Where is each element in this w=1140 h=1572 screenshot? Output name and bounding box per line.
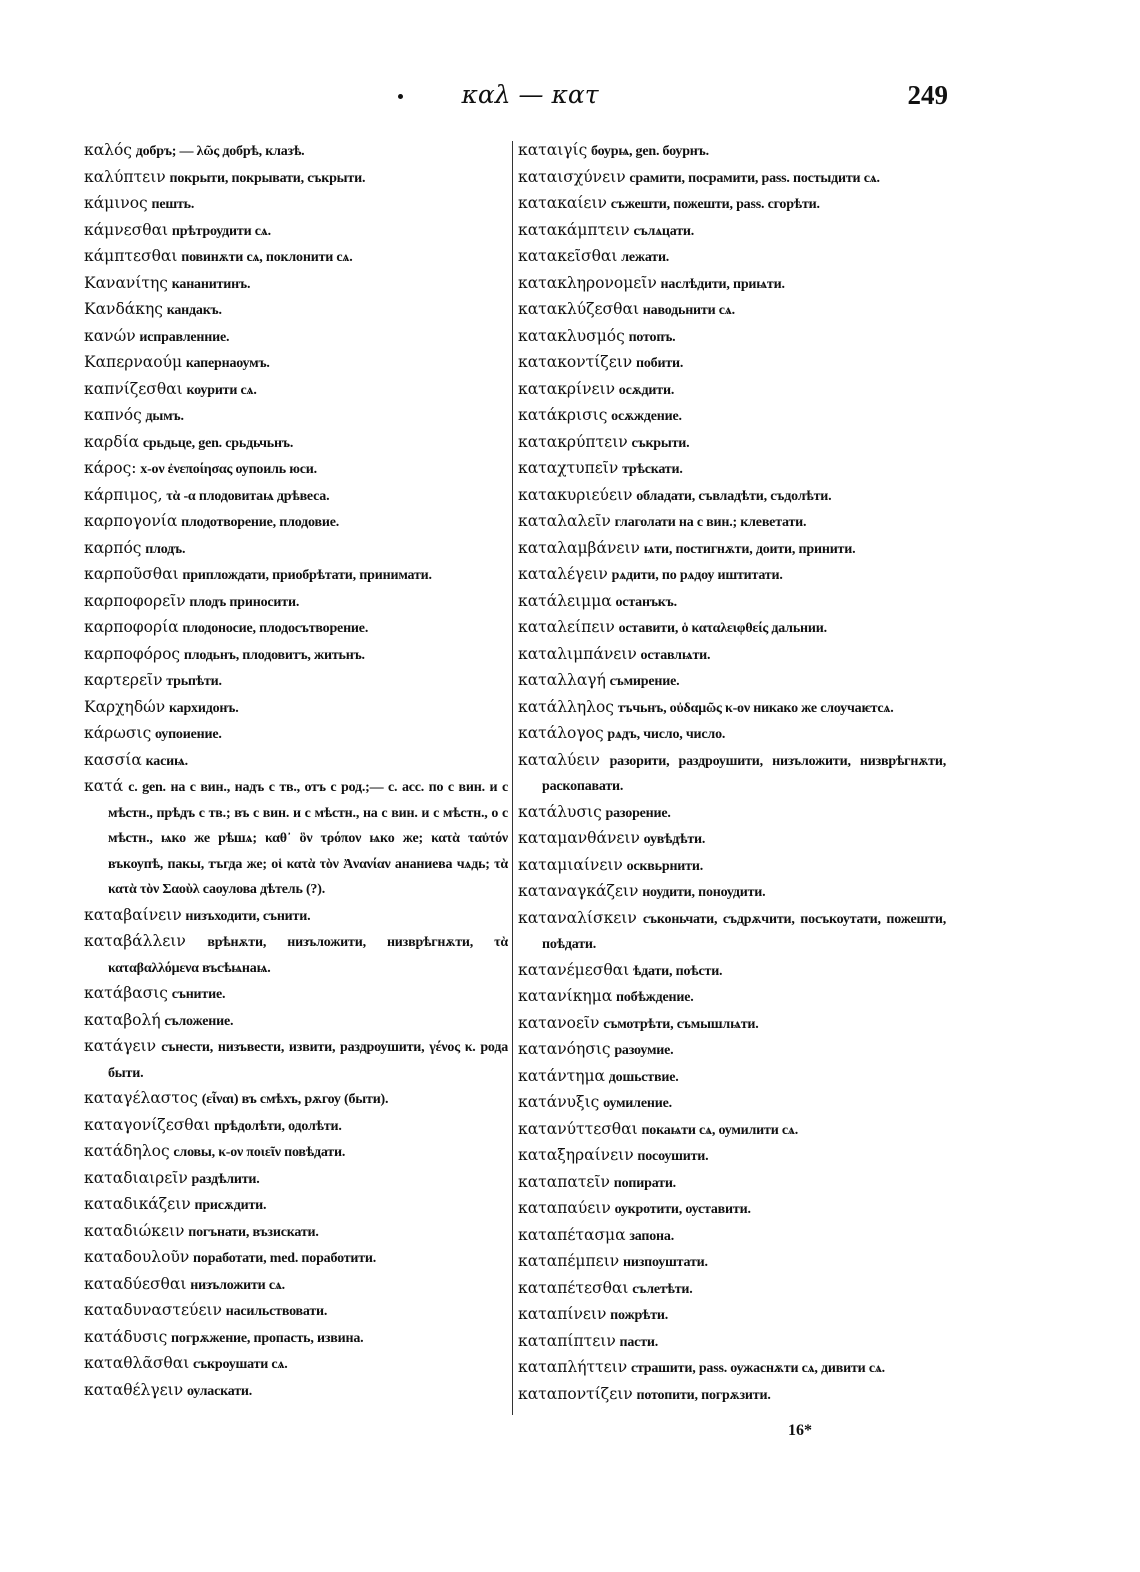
entry-gloss: кандакъ.: [166, 303, 222, 318]
entry-gloss: трьпѣти.: [166, 674, 222, 689]
dictionary-entry: [84, 244, 508, 271]
dictionary-entry: [84, 748, 508, 775]
entry-gloss: плодъ.: [145, 541, 186, 557]
entry-gloss: ѣдати, поѣсти.: [632, 963, 723, 979]
entry-headword: καταναγκάζειν: [518, 882, 639, 900]
entry-headword: καταδύεσθαι: [84, 1274, 187, 1293]
dictionary-entry: [518, 1064, 946, 1091]
dictionary-entry: [84, 668, 508, 695]
entry-gloss: останъкъ.: [615, 594, 677, 610]
entry-gloss: сълетѣти.: [632, 1281, 693, 1297]
entry-gloss: дымъ.: [145, 409, 184, 424]
dictionary-entry: [84, 1351, 508, 1378]
dictionary-entry: [84, 509, 508, 536]
entry-headword: καταπαύειν: [518, 1199, 611, 1217]
entry-gloss: осѫждение.: [611, 409, 682, 424]
entry-gloss: посоушити.: [637, 1149, 709, 1164]
entry-headword: κάμινος: [84, 194, 148, 212]
entry-headword: κατά: [84, 777, 124, 795]
entry-headword: κατάδηλος: [84, 1142, 170, 1160]
dictionary-entry: [84, 981, 508, 1008]
entry-gloss: рѧдъ, число, число.: [607, 727, 726, 742]
dictionary-entry: [84, 1139, 508, 1166]
entry-gloss: оставити, ὁ καταλειφθείς дальнии.: [618, 621, 827, 636]
entry-headword: Καπερναούμ: [84, 353, 183, 371]
entry-gloss: наслѣдити, приѩти.: [660, 276, 785, 292]
entry-gloss: пожрѣти.: [610, 1308, 669, 1323]
entry-gloss: ноудити, поноудити.: [642, 885, 766, 900]
dictionary-entry: [518, 1037, 946, 1064]
entry-headword: καταλιμπάνειν: [518, 644, 637, 663]
entry-gloss: побѣждение.: [615, 990, 694, 1005]
dictionary-entry: [518, 1276, 946, 1303]
dictionary-entry: [518, 1170, 946, 1197]
entry-headword: κατακρίνειν: [518, 379, 616, 398]
entry-headword: κατακεῖσθαι: [518, 247, 618, 265]
dictionary-entry: [84, 191, 508, 218]
entry-headword: καταβάλλειν: [84, 932, 186, 950]
entry-gloss: пасти.: [619, 1334, 659, 1350]
dictionary-entry: [84, 165, 508, 192]
entry-headword: καταξηραίνειν: [518, 1146, 634, 1164]
entry-headword: κατάλογος: [518, 724, 604, 742]
dictionary-entry: [518, 879, 946, 906]
dictionary-entry: [518, 853, 946, 880]
entry-headword: καταποντίζειν: [518, 1384, 633, 1403]
entry-headword: καταλλαγή: [518, 671, 606, 689]
dictionary-entry: [84, 1008, 508, 1035]
entry-headword: καρποφόρος: [84, 644, 181, 663]
dictionary-entry: [84, 903, 508, 930]
dictionary-entry: [518, 403, 946, 430]
entry-gloss: тъчьнъ, οὐδαμῶς κ-ον никако же слоучаѥтсѧ.: [617, 700, 894, 716]
entry-gloss: добръ; — λῶς добрѣ, клазѣ.: [135, 144, 305, 159]
entry-gloss: раздѣлити.: [191, 1171, 260, 1187]
entry-gloss: коурити сѧ.: [186, 382, 257, 398]
entry-gloss: приплождати, приобрѣтати, принимати.: [182, 568, 432, 583]
entry-gloss: съкроушати сѧ.: [193, 1357, 288, 1372]
entry-headword: καλός: [84, 141, 132, 159]
entry-headword: καταπατεῖν: [518, 1172, 610, 1191]
entry-headword: καρπός: [84, 538, 142, 557]
entry-gloss: прѣдолѣти, одолѣти.: [213, 1118, 342, 1134]
dictionary-entry: [518, 748, 946, 800]
entry-headword: Κανδάκης: [84, 300, 163, 318]
dictionary-entry: [518, 297, 946, 324]
dictionary-entry: [84, 403, 508, 430]
entry-gloss: (εἶναι) въ смѣхъ, рѫгоу (быти).: [201, 1092, 389, 1107]
entry-headword: καταπέτασμα: [518, 1225, 626, 1244]
entry-headword: κάμνεσθαι: [84, 220, 169, 239]
dictionary-entry: [518, 191, 946, 218]
entry-gloss: оупоиение.: [155, 727, 222, 742]
entry-headword: κατάλυσις: [518, 802, 602, 821]
dictionary-entry: [518, 1382, 946, 1409]
entry-headword: καρδία: [84, 432, 140, 451]
entry-gloss: трѣскати.: [622, 462, 683, 477]
dictionary-entry: [84, 695, 508, 722]
dictionary-entry: [84, 271, 508, 298]
entry-gloss: лежати.: [621, 250, 670, 265]
entry-headword: κασσία: [84, 750, 142, 769]
entry-gloss: съмотрѣти, съмышлѩти.: [603, 1016, 759, 1032]
entry-headword: καταλαμβάνειν: [518, 538, 640, 557]
dictionary-entry: [518, 1011, 946, 1038]
entry-headword: καταιγίς: [518, 141, 588, 159]
entry-headword: καταπλήττειν: [518, 1358, 628, 1376]
entry-gloss: врѣнѫти, низъложити, низврѣгнѫти, τὰ καταβαλλόμενα въсѣѩнаѩ.: [108, 935, 509, 976]
dictionary-entry: [518, 1196, 946, 1223]
dictionary-entry: [518, 984, 946, 1011]
entry-headword: κατάντημα: [518, 1066, 606, 1085]
entry-gloss: кананитинъ.: [171, 276, 251, 292]
entry-gloss: кархидонъ.: [168, 700, 239, 716]
entry-headword: κατακλυσμός: [518, 326, 625, 345]
dictionary-entry: [518, 1117, 946, 1144]
entry-headword: καταθλᾶσθαι: [84, 1354, 190, 1372]
running-head: [0, 80, 1140, 120]
entry-gloss: съконьчати, съдрѫчити, посъкоутати, пожешти, поѣдати.: [542, 911, 946, 952]
entry-gloss: поработати, med. поработити.: [193, 1251, 377, 1266]
entry-gloss: срьдьце, gen. срьдьчьнъ.: [142, 435, 294, 451]
dictionary-entry: [518, 324, 946, 351]
dictionary-entry: [518, 642, 946, 669]
entry-gloss: попирати.: [613, 1175, 676, 1191]
left-column: [84, 138, 508, 1404]
dictionary-entry: [518, 1249, 946, 1276]
entry-gloss: оувѣдѣти.: [643, 832, 706, 847]
entry-gloss: сълѧцати.: [633, 223, 695, 239]
dictionary-entry: [518, 958, 946, 985]
entry-headword: καταθέλγειν: [84, 1380, 184, 1399]
entry-headword: καταναλίσκειν: [518, 908, 637, 927]
dictionary-entry: [84, 324, 508, 351]
entry-headword: καταπίπτειν: [518, 1331, 616, 1350]
entry-gloss: исправленние.: [139, 329, 230, 345]
entry-gloss: сънитие.: [171, 987, 226, 1002]
dictionary-entry: [84, 483, 508, 510]
entry-headword: καρτερεῖν: [84, 671, 163, 689]
entry-gloss: низпоуштати.: [622, 1255, 708, 1270]
entry-headword: καταβολή: [84, 1010, 161, 1029]
entry-headword: καπνός: [84, 406, 142, 424]
entry-gloss: покаѩти сѧ, оумилити сѧ.: [641, 1122, 799, 1138]
entry-headword: καλύπτειν: [84, 167, 166, 186]
entry-headword: κατακοντίζειν: [518, 353, 633, 371]
entry-headword: καταγονίζεσθαι: [84, 1115, 211, 1134]
entry-gloss: осѫдити.: [618, 382, 675, 398]
dictionary-entry: [84, 456, 508, 483]
entry-headword: καταπέμπειν: [518, 1252, 620, 1270]
entry-headword: καταδικάζειν: [84, 1195, 191, 1213]
dictionary-entry: [518, 509, 946, 536]
entry-gloss: ѩти, постигнѫти, доити, принити.: [643, 541, 856, 557]
entry-gloss: разорити, раздроушити, низъложити, низврѣгнѫти, раскопавати.: [542, 753, 946, 794]
dictionary-entry: [518, 483, 946, 510]
column-divider: [512, 141, 513, 1415]
dictionary-entry: [84, 1113, 508, 1140]
entry-gloss: пешть.: [151, 197, 195, 212]
entry-headword: καταισχύνειν: [518, 167, 626, 186]
entry-headword: Καρχηδών: [84, 697, 166, 716]
dictionary-entry: [518, 1090, 946, 1117]
entry-gloss: рѧдити, по рѧдоу иштитати.: [611, 568, 783, 583]
dictionary-entry: [518, 668, 946, 695]
dictionary-entry: [518, 430, 946, 457]
dictionary-entry: [518, 1355, 946, 1382]
entry-headword: Κανανίτης: [84, 273, 168, 292]
dictionary-entry: [518, 826, 946, 853]
entry-headword: καρποφορία: [84, 618, 179, 636]
entry-headword: καταγέλαστος: [84, 1089, 198, 1107]
entry-headword: καπνίζεσθαι: [84, 379, 183, 398]
entry-gloss: погънати, възискати.: [188, 1224, 319, 1240]
entry-headword: κατάδυσις: [84, 1327, 168, 1346]
entry-gloss: побити.: [635, 356, 684, 371]
dictionary-entry: [518, 562, 946, 589]
running-head-title: καλ — κατ: [461, 80, 599, 109]
entry-gloss: прѣтроудити сѧ.: [171, 223, 271, 239]
entry-headword: κατάβασις: [84, 984, 168, 1002]
entry-gloss: оукротити, оуставити.: [614, 1202, 751, 1217]
entry-headword: καταδιαιρεῖν: [84, 1168, 188, 1187]
entry-headword: κατακυριεύειν: [518, 485, 633, 504]
entry-gloss: погрѫжение, пропасть, извина.: [171, 1330, 364, 1346]
entry-headword: καταμιαίνειν: [518, 855, 623, 874]
entry-gloss: касиѩ.: [145, 753, 188, 769]
dictionary-entry: [84, 1086, 508, 1113]
entry-headword: κατανίκημα: [518, 987, 613, 1005]
dictionary-entry: [84, 1378, 508, 1405]
entry-gloss: разорение.: [605, 805, 671, 821]
dictionary-entry: [84, 1272, 508, 1299]
dictionary-entry: [84, 430, 508, 457]
entry-gloss: повинѫти сѧ, поклонити сѧ.: [181, 250, 353, 265]
entry-headword: κατακρύπτειν: [518, 432, 628, 451]
dictionary-entry: [84, 1298, 508, 1325]
dictionary-entry: [518, 138, 946, 165]
dictionary-entry: [518, 695, 946, 722]
page-number: 249: [907, 80, 948, 110]
entry-gloss: съмирение.: [609, 674, 680, 689]
dictionary-entry: [518, 906, 946, 958]
entry-gloss: съжешти, пожешти, pass. сгорѣти.: [610, 197, 820, 212]
entry-headword: κανών: [84, 326, 136, 345]
entry-headword: κατάκρισις: [518, 406, 608, 424]
entry-gloss: оумиление.: [603, 1096, 672, 1111]
dictionary-entry: [84, 562, 508, 589]
entry-headword: καρπογονία: [84, 512, 178, 530]
entry-gloss: х-ον ἐνεποίησας оупоиль юси.: [140, 462, 317, 477]
entry-gloss: c. gen. на с вин., надъ с тв., отъ с род.;— с. acc. по с вин. и с мѣстн., прѣдъ с тв.; въ с вин. и с мѣстн., на с вин. и с мѣстн., о с мѣстн., ѩко же рѣшѧ; καθ᾽ ὃν τρόπον ѩко же; κατὰ ταὐτόν въкоупѣ, пакы, тъгда же; οἱ κατὰ τὸν Ἀνανίαν ананиева чѧдь; τὰ κατὰ τὸν Σαοὺλ саоулова дѣтель (?).: [108, 780, 508, 897]
dictionary-entry: [84, 721, 508, 748]
dictionary-entry: [84, 297, 508, 324]
entry-headword: κατανόησις: [518, 1040, 611, 1058]
entry-gloss: τὰ -α плодовитаѩ дрѣвеса.: [166, 488, 330, 504]
dictionary-entry: [84, 1219, 508, 1246]
dictionary-entry: [518, 1143, 946, 1170]
entry-gloss: сънести, низъвести, извити, раздроушити, γένος κ. рода быти.: [108, 1040, 509, 1081]
dictionary-entry: [518, 615, 946, 642]
dictionary-entry: [84, 1034, 508, 1086]
dictionary-entry: [84, 350, 508, 377]
entry-gloss: низъходити, сънити.: [185, 908, 311, 924]
entry-headword: καταλαλεῖν: [518, 512, 611, 530]
dictionary-entry: [518, 165, 946, 192]
entry-headword: κατακάμπτειν: [518, 220, 630, 239]
entry-gloss: оставлѩти.: [640, 647, 711, 663]
dictionary-entry: [518, 1302, 946, 1329]
right-column: [518, 138, 946, 1408]
dictionary-entry: [518, 218, 946, 245]
entry-headword: κατάγειν: [84, 1037, 156, 1055]
dictionary-entry: [84, 929, 508, 981]
dictionary-entry: [518, 536, 946, 563]
entry-gloss: осквьрнити.: [626, 858, 704, 874]
dictionary-entry: [518, 271, 946, 298]
entry-headword: κατανέμεσθαι: [518, 960, 630, 979]
entry-headword: κατανύττεσθαι: [518, 1119, 638, 1138]
dictionary-entry: [84, 589, 508, 616]
dictionary-entry: [518, 589, 946, 616]
entry-headword: κατάλληλος: [518, 697, 614, 716]
dictionary-entry: [518, 456, 946, 483]
entry-gloss: запона.: [629, 1228, 675, 1244]
dictionary-entry: [84, 1192, 508, 1219]
entry-gloss: плодотворение, плодовие.: [181, 515, 340, 530]
entry-gloss: глаголати на с вин.; клеветати.: [614, 515, 807, 530]
dictionary-entry: [84, 1325, 508, 1352]
dictionary-entry: [518, 721, 946, 748]
entry-headword: καταβαίνειν: [84, 905, 182, 924]
entry-headword: κατακληρονομεῖν: [518, 273, 657, 292]
entry-headword: κάρωσις: [84, 724, 152, 742]
entry-headword: καταπέτεσθαι: [518, 1278, 629, 1297]
entry-gloss: капернаоумъ.: [185, 356, 270, 371]
entry-gloss: насильствовати.: [225, 1304, 328, 1319]
entry-headword: κατακλύζεσθαι: [518, 300, 640, 318]
entry-headword: καταχτυπεῖν: [518, 459, 619, 477]
entry-gloss: страшити, pass. оужаснѫти сѧ, дивити сѧ.: [630, 1361, 885, 1376]
entry-headword: κατάνυξις: [518, 1093, 600, 1111]
dictionary-entry: [518, 1223, 946, 1250]
entry-headword: καταλύειν: [518, 750, 600, 769]
dictionary-entry: [518, 350, 946, 377]
entry-headword: καταλέγειν: [518, 565, 608, 583]
entry-headword: καταλείπειν: [518, 618, 615, 636]
entry-gloss: плодъ приносити.: [189, 594, 300, 610]
dictionary-entry: [84, 377, 508, 404]
entry-headword: κάρπιμος,: [84, 485, 163, 504]
dictionary-entry: [518, 244, 946, 271]
entry-gloss: разоумие.: [614, 1043, 674, 1058]
entry-headword: καταδουλοῦν: [84, 1248, 190, 1266]
entry-gloss: покрыти, покрывати, съкрыти.: [169, 170, 366, 186]
dictionary-entry: [84, 642, 508, 669]
entry-gloss: наводьнити сѧ.: [642, 303, 735, 318]
entry-headword: κάμπτεσθαι: [84, 247, 178, 265]
dictionary-entry: [84, 536, 508, 563]
entry-gloss: низъложити сѧ.: [190, 1277, 285, 1293]
entry-headword: καταπίνειν: [518, 1305, 607, 1323]
entry-gloss: плодоносие, плодосътворение.: [182, 621, 369, 636]
entry-headword: καταδιώκειν: [84, 1221, 185, 1240]
entry-headword: καρποφορεῖν: [84, 591, 186, 610]
entry-headword: καταδυναστεύειν: [84, 1301, 222, 1319]
entry-headword: κάρος:: [84, 459, 137, 477]
printer-signature: 16*: [788, 1422, 812, 1439]
dictionary-entry: [84, 218, 508, 245]
entry-gloss: плодьнъ, плодовитъ, житьнъ.: [183, 647, 365, 663]
entry-gloss: дошьствие.: [608, 1069, 679, 1085]
entry-headword: κατάλειμμα: [518, 591, 612, 610]
entry-headword: κατανοεῖν: [518, 1013, 600, 1032]
dictionary-entry: [84, 138, 508, 165]
entry-gloss: съкрыти.: [631, 435, 690, 451]
ornament-dot: [398, 94, 403, 99]
entry-headword: κατακαίειν: [518, 194, 607, 212]
entry-headword: καταμανθάνειν: [518, 829, 640, 847]
entry-gloss: потопъ.: [628, 329, 676, 345]
entry-gloss: присѫдити.: [194, 1198, 267, 1213]
entry-gloss: боурѩ, gen. боурнъ.: [591, 144, 709, 159]
entry-gloss: оуласкати.: [186, 1383, 253, 1399]
entry-gloss: обладати, съвладѣти, съдолѣти.: [636, 488, 832, 504]
dictionary-entry: [84, 615, 508, 642]
entry-gloss: срамити, посрамити, pass. постыдити сѧ.: [629, 170, 880, 186]
dictionary-entry: [518, 1329, 946, 1356]
entry-gloss: потопити, погрѫзити.: [636, 1387, 771, 1403]
dictionary-entry: [84, 1245, 508, 1272]
dictionary-entry: [518, 377, 946, 404]
entry-headword: καρποῦσθαι: [84, 565, 179, 583]
dictionary-entry: [84, 1166, 508, 1193]
entry-gloss: словы, κ-ον ποιεῖν повѣдати.: [173, 1145, 346, 1160]
entry-gloss: съложение.: [164, 1013, 234, 1029]
dictionary-entry: [518, 800, 946, 827]
dictionary-entry: [84, 774, 508, 903]
